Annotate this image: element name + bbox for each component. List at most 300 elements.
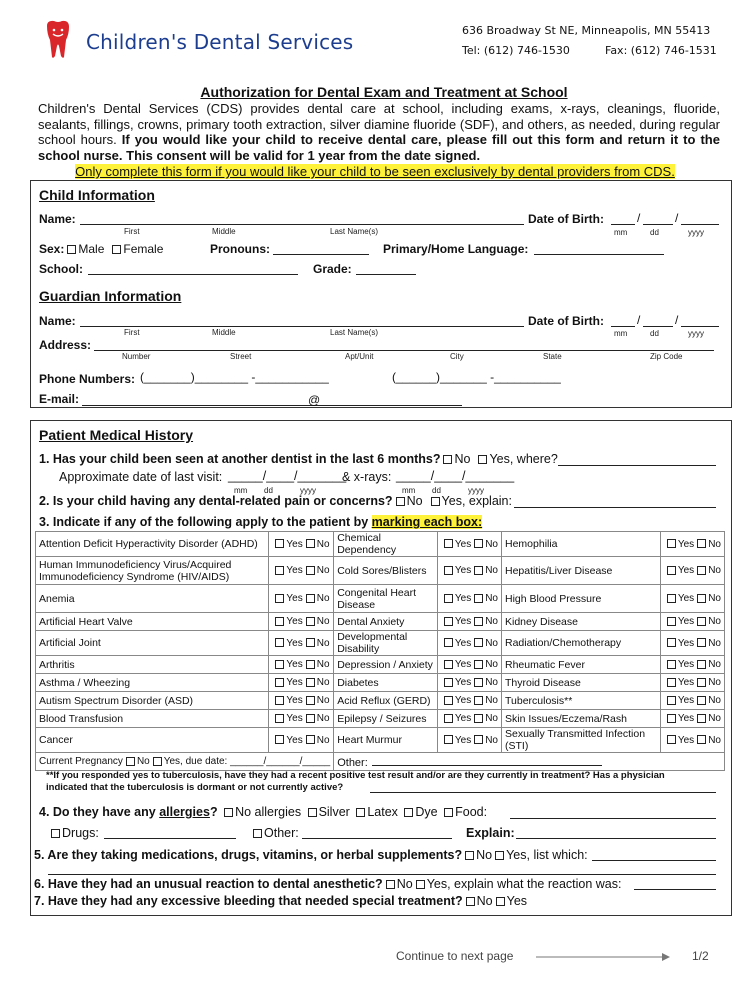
no-checkbox[interactable] [306,696,315,705]
table-row [36,656,725,674]
condition-label: Human Immunodeficiency Virus/Acquired Immunodeficiency Syndrome (HIV/AIDS) [36,557,269,585]
yes-checkbox[interactable] [275,566,284,575]
no-label: No [316,637,330,649]
guardian-dob-yyyy[interactable] [681,326,719,327]
medical-section-title: Patient Medical History [39,427,194,443]
other-allergy-row [250,826,299,840]
intro-regular: Children's Dental Services (CDS) provides dental care at school, including exams, x-rays, cleanings, fluoride, sealants, fillings, crowns, primary tooth extraction, silver diamine fluoride (SDF), and others, as needed, during regular school hours. [38,101,720,147]
no-checkbox[interactable] [474,617,483,626]
grade-field[interactable] [356,274,416,275]
last-caption: Last Name(s) [330,328,379,337]
no-checkbox[interactable] [306,714,315,723]
q5-list-field-2[interactable] [48,874,716,875]
no-label: No [708,637,721,649]
no-label: No [708,734,721,746]
page-number: 1/2 [692,949,709,963]
yes-checkbox[interactable] [275,594,284,603]
yes-label: Yes [286,659,303,670]
yes-checkbox[interactable] [444,566,453,575]
q1-yes-checkbox[interactable] [478,455,487,464]
yes-no-cell [660,692,724,710]
yes-checkbox[interactable] [275,539,284,548]
condition-label: Acid Reflux (GERD) [334,692,438,710]
condition-label: Chemical Dependency [334,532,438,557]
no-checkbox[interactable] [306,566,315,575]
yes-checkbox[interactable] [444,696,453,705]
no-checkbox[interactable] [697,539,706,548]
yes-no-cell [660,557,724,585]
yes-checkbox[interactable] [444,660,453,669]
dye-label: Dye [415,805,438,819]
yes-checkbox[interactable] [667,660,676,669]
yes-label: Yes [454,593,472,604]
no-checkbox[interactable] [697,617,706,626]
q5-row [34,848,588,862]
q6-reaction-field[interactable] [634,889,716,890]
no-checkbox[interactable] [306,678,315,687]
yes-checkbox[interactable] [275,696,284,705]
yes-label: Yes [454,695,472,706]
yes-no-cell [437,692,501,710]
table-row [36,585,725,613]
yes-checkbox[interactable] [275,638,284,647]
no-label: No [708,538,721,550]
no-label: No [485,637,498,649]
table-row [36,674,725,692]
no-label: No [396,877,413,891]
highlight-note: Only complete this form if you would like your child to be seen exclusively by dental providers from CDS. [75,164,675,179]
no-checkbox[interactable] [474,638,483,647]
condition-label: Attention Deficit Hyperactivity Disorder (ADHD) [36,532,269,557]
fax: Fax: (612) 746-1531 [605,44,717,57]
yes-label: Yes [677,565,695,576]
yes-no-cell [268,631,333,656]
no-checkbox[interactable] [474,678,483,687]
no-label: No [708,565,721,576]
no-checkbox[interactable] [697,594,706,603]
school-field[interactable] [88,274,298,275]
yes-checkbox[interactable] [667,714,676,723]
q3-row [39,515,482,529]
phone-2-field[interactable]: (______)_______ -__________ [392,370,561,384]
other-allergy-label: Other: [264,826,299,840]
no-checkbox[interactable] [697,678,706,687]
yes-checkbox[interactable] [667,566,676,575]
yes-checkbox[interactable] [275,714,284,723]
no-label: No [485,734,498,746]
no-checkbox[interactable] [474,539,483,548]
yyyy-caption: yyyy [300,486,316,495]
due-date-label: Yes, due date: [163,756,228,767]
drugs-field[interactable] [104,838,236,839]
apt-caption: Apt/Unit [345,352,374,361]
guardian-name-label: Name: [39,314,76,328]
no-checkbox[interactable] [474,696,483,705]
no-label: No [406,494,423,508]
yes-label: Yes [286,616,303,627]
condition-label: Artificial Joint [36,631,269,656]
dd-caption: dd [650,228,659,237]
yes-checkbox[interactable] [667,539,676,548]
q7-yes-checkbox[interactable] [496,897,505,906]
email-field[interactable] [82,405,462,406]
no-checkbox[interactable] [697,638,706,647]
yyyy-caption: yyyy [468,486,484,495]
yes-label: Yes [286,637,303,649]
yyyy-caption: yyyy [688,228,704,237]
city-caption: City [450,352,464,361]
no-checkbox[interactable] [697,660,706,669]
pronouns-label: Pronouns: [210,242,270,256]
guardian-dob-label: Date of Birth: [528,314,604,328]
child-section-title: Child Information [39,187,155,203]
condition-label: Depression / Anxiety [334,656,438,674]
condition-label: Cancer [36,728,269,753]
no-label: No [476,848,493,862]
no-allergies-checkbox[interactable] [224,808,233,817]
condition-label: Asthma / Wheezing [36,674,269,692]
yes-no-cell [660,613,724,631]
yes-no-cell [268,532,333,557]
phone-1-field[interactable]: (_______)________ -___________ [140,370,329,384]
yes-label: Yes [677,538,695,550]
no-label: No [485,616,498,627]
no-label: No [476,894,493,908]
child-name-label: Name: [39,212,76,226]
yes-checkbox[interactable] [275,617,284,626]
no-label: No [485,659,498,670]
no-checkbox[interactable] [697,714,706,723]
q5-list-field[interactable] [592,860,716,861]
intro-paragraph [38,101,720,163]
yes-checkbox[interactable] [667,617,676,626]
q5-no-checkbox[interactable] [465,851,474,860]
yes-no-cell [268,656,333,674]
condition-label: Tuberculosis** [502,692,661,710]
yes-checkbox[interactable] [444,678,453,687]
male-checkbox[interactable] [67,245,76,254]
yes-label: Yes [286,593,303,604]
yes-label: Yes [454,677,472,688]
q1-where-field[interactable] [558,465,716,466]
table-row [36,613,725,631]
condition-label: Heart Murmur [334,728,438,753]
q7-no-checkbox[interactable] [466,897,475,906]
no-label: No [316,713,330,724]
latex-label: Latex [367,805,398,819]
slash: / [675,313,679,327]
pregnancy-yes-checkbox[interactable] [153,757,162,766]
explain-field[interactable] [516,838,716,839]
yes-checkbox[interactable] [667,638,676,647]
table-row [36,692,725,710]
due-date-field[interactable]: ______/______/_____ [227,756,331,767]
yes-label: Yes [454,734,472,746]
q2-no-checkbox[interactable] [396,497,405,506]
tb-note: **If you responded yes to tuberculosis, have they had a recent positive test result and/or are they currently in treatment? Has a physician indicated that the tuberculosis is dormant or not currently active? [46,770,665,793]
no-label: No [708,659,721,670]
yes-no-cell [660,728,724,753]
yes-label: Yes [677,677,695,688]
q6-text: 6. Have they had an unusual reaction to dental anesthetic? [34,877,383,891]
reaction-label: Yes, explain what the reaction was: [426,877,622,891]
drugs-checkbox[interactable] [51,829,60,838]
q7-text: 7. Have they had any excessive bleeding that needed special treatment? [34,894,463,908]
no-checkbox[interactable] [306,735,315,744]
yes-label: Yes [454,637,472,649]
yes-label: Yes [454,713,472,724]
no-checkbox[interactable] [306,594,315,603]
yes-label: Yes [286,538,303,550]
condition-label: Anemia [36,585,269,613]
address-field[interactable] [94,350,714,351]
no-label: No [316,593,330,604]
no-label: No [708,677,721,688]
guardian-dob-dd[interactable] [643,326,673,327]
sex-label: Sex: [39,242,65,256]
slash: / [637,211,641,225]
yes-checkbox[interactable] [667,735,676,744]
condition-label: Diabetes [334,674,438,692]
table-row [36,532,725,557]
tb-note-field[interactable] [370,792,716,793]
yes-no-cell [268,674,333,692]
yes-checkbox[interactable] [444,594,453,603]
male-label: Male [78,242,105,256]
condition-label: Dental Anxiety [334,613,438,631]
yes-checkbox[interactable] [275,660,284,669]
xrays-date-field[interactable]: _____/____/_______ [396,469,515,483]
condition-label: Radiation/Chemotherapy [502,631,661,656]
street-caption: Street [230,352,252,361]
yes-checkbox[interactable] [275,678,284,687]
no-label: No [708,616,721,627]
pronouns-field[interactable] [273,254,369,255]
no-checkbox[interactable] [306,539,315,548]
yes-label: Yes [677,659,695,670]
q7-row [34,894,527,908]
no-checkbox[interactable] [474,594,483,603]
yes-label: Yes [506,894,528,908]
explain-label: Explain: [466,826,515,840]
other-label: Other: [337,756,368,769]
yes-no-cell [268,728,333,753]
other-allergy-field[interactable] [302,838,452,839]
condition-label: Rheumatic Fever [502,656,661,674]
yes-checkbox[interactable] [444,735,453,744]
no-checkbox[interactable] [697,696,706,705]
yes-label: Yes [286,677,303,688]
yyyy-caption: yyyy [688,329,704,338]
yes-no-cell [660,710,724,728]
no-label: No [316,659,330,670]
yes-label: Yes [286,695,303,706]
telephone: Tel: (612) 746-1530 [462,44,570,57]
email-label: E-mail: [39,392,80,406]
no-checkbox[interactable] [306,660,315,669]
no-checkbox[interactable] [697,735,706,744]
form-title: Authorization for Dental Exam and Treatment at School [200,84,568,100]
q5-yes-checkbox[interactable] [495,851,504,860]
no-checkbox[interactable] [697,566,706,575]
tooth-logo-icon [44,20,72,60]
condition-label: Hemophilia [502,532,661,557]
yes-checkbox[interactable] [444,617,453,626]
no-label: No [485,695,498,706]
no-label: No [316,734,330,746]
no-checkbox[interactable] [306,617,315,626]
pregnancy-row [36,753,725,771]
dd-caption: dd [432,486,441,495]
yes-list-label: Yes, list which: [506,848,588,862]
yes-label: Yes [454,616,472,627]
child-name-field[interactable] [80,224,524,225]
no-label: No [708,713,721,724]
q2-row [39,494,512,508]
yes-no-cell [437,728,501,753]
guardian-dob-mm[interactable] [611,326,635,327]
yes-checkbox[interactable] [667,594,676,603]
language-field[interactable] [534,254,664,255]
yes-no-cell [660,656,724,674]
address: 636 Broadway St NE, Minneapolis, MN 55413 [462,24,711,37]
yes-label: Yes [454,659,472,670]
q2-yes-checkbox[interactable] [431,497,440,506]
mm-caption: mm [234,486,248,495]
yes-label: Yes [286,713,303,724]
guardian-name-field[interactable] [80,326,524,327]
yes-no-cell [268,613,333,631]
q1-row [39,452,558,466]
yes-no-cell [437,557,501,585]
yes-label: Yes [677,695,695,706]
food-checkbox[interactable] [444,808,453,817]
food-field[interactable] [510,818,716,819]
female-label: Female [123,242,164,256]
yes-label: Yes [677,713,695,724]
silver-checkbox[interactable] [308,808,317,817]
dye-checkbox[interactable] [404,808,413,817]
slash: / [637,313,641,327]
yes-checkbox[interactable] [444,638,453,647]
q4-qmark: ? [209,805,218,819]
first-caption: First [124,227,140,236]
q6-row [34,877,621,891]
q4-allergies: allergies [159,805,210,819]
no-label: No [316,677,330,688]
child-dob-dd[interactable] [643,224,673,225]
yes-label: Yes [454,538,472,550]
last-caption: Last Name(s) [330,227,379,236]
table-row [36,631,725,656]
condition-label: Thyroid Disease [502,674,661,692]
no-allergies-label: No allergies [235,805,302,819]
other-field[interactable] [372,755,602,766]
yes-checkbox[interactable] [275,735,284,744]
yes-checkbox[interactable] [444,714,453,723]
highlight-note-wrap [0,164,750,179]
yes-no-cell [660,674,724,692]
condition-label: Kidney Disease [502,613,661,631]
no-checkbox[interactable] [474,566,483,575]
yes-label: Yes [286,565,303,576]
yes-checkbox[interactable] [667,678,676,687]
continue-text: Continue to next page [396,949,514,963]
condition-label: Arthritis [36,656,269,674]
no-label: No [316,565,330,576]
child-dob-mm[interactable] [611,224,635,225]
no-label: No [485,565,498,576]
yes-label: Yes [286,734,303,746]
other-allergy-checkbox[interactable] [253,829,262,838]
xrays-label: & x-rays: [342,470,392,484]
first-caption: First [124,328,140,337]
food-label: Food: [455,805,488,819]
q5-text: 5. Are they taking medications, drugs, vitamins, or herbal supplements? [34,848,463,862]
no-checkbox[interactable] [474,660,483,669]
grade-label: Grade: [313,262,352,276]
q6-yes-checkbox[interactable] [416,880,425,889]
silver-label: Silver [318,805,350,819]
dd-caption: dd [650,329,659,338]
yes-no-cell [437,656,501,674]
child-dob-yyyy[interactable] [681,224,719,225]
pregnancy-no-checkbox[interactable] [126,757,135,766]
yes-no-cell [268,710,333,728]
table-row [36,557,725,585]
last-visit-date-field[interactable]: _____/____/_______ [228,469,347,483]
q1-no-checkbox[interactable] [443,455,452,464]
no-label: No [136,756,150,767]
no-checkbox[interactable] [474,714,483,723]
yes-label: Yes [454,565,472,576]
q4-row [39,805,487,819]
condition-label: High Blood Pressure [502,585,661,613]
no-checkbox[interactable] [474,735,483,744]
no-label: No [485,538,498,550]
no-label: No [485,713,498,724]
q6-no-checkbox[interactable] [386,880,395,889]
yes-no-cell [437,585,501,613]
yes-no-cell [437,613,501,631]
no-checkbox[interactable] [306,638,315,647]
no-label: No [485,593,498,604]
approx-date-label: Approximate date of last visit: [59,470,223,484]
mm-caption: mm [614,329,628,338]
mm-caption: mm [614,228,628,237]
q2-explain-field[interactable] [514,507,716,508]
no-label: No [316,695,330,706]
yes-no-cell [437,631,501,656]
condition-label: Congenital Heart Disease [334,585,438,613]
guardian-section-title: Guardian Information [39,288,182,304]
yes-no-cell [660,585,724,613]
address-label: Address: [39,338,92,352]
yes-label: Yes [677,593,695,604]
yes-no-cell [268,585,333,613]
mm-caption: mm [402,486,416,495]
yes-checkbox[interactable] [667,696,676,705]
conditions-table [35,531,725,771]
yes-where-label: Yes, where? [489,452,558,466]
arrow-right-icon [536,952,672,965]
no-label: No [454,452,471,466]
female-checkbox[interactable] [112,245,121,254]
condition-label: Blood Transfusion [36,710,269,728]
latex-checkbox[interactable] [356,808,365,817]
condition-label: Skin Issues/Eczema/Rash [502,710,661,728]
yes-checkbox[interactable] [444,539,453,548]
